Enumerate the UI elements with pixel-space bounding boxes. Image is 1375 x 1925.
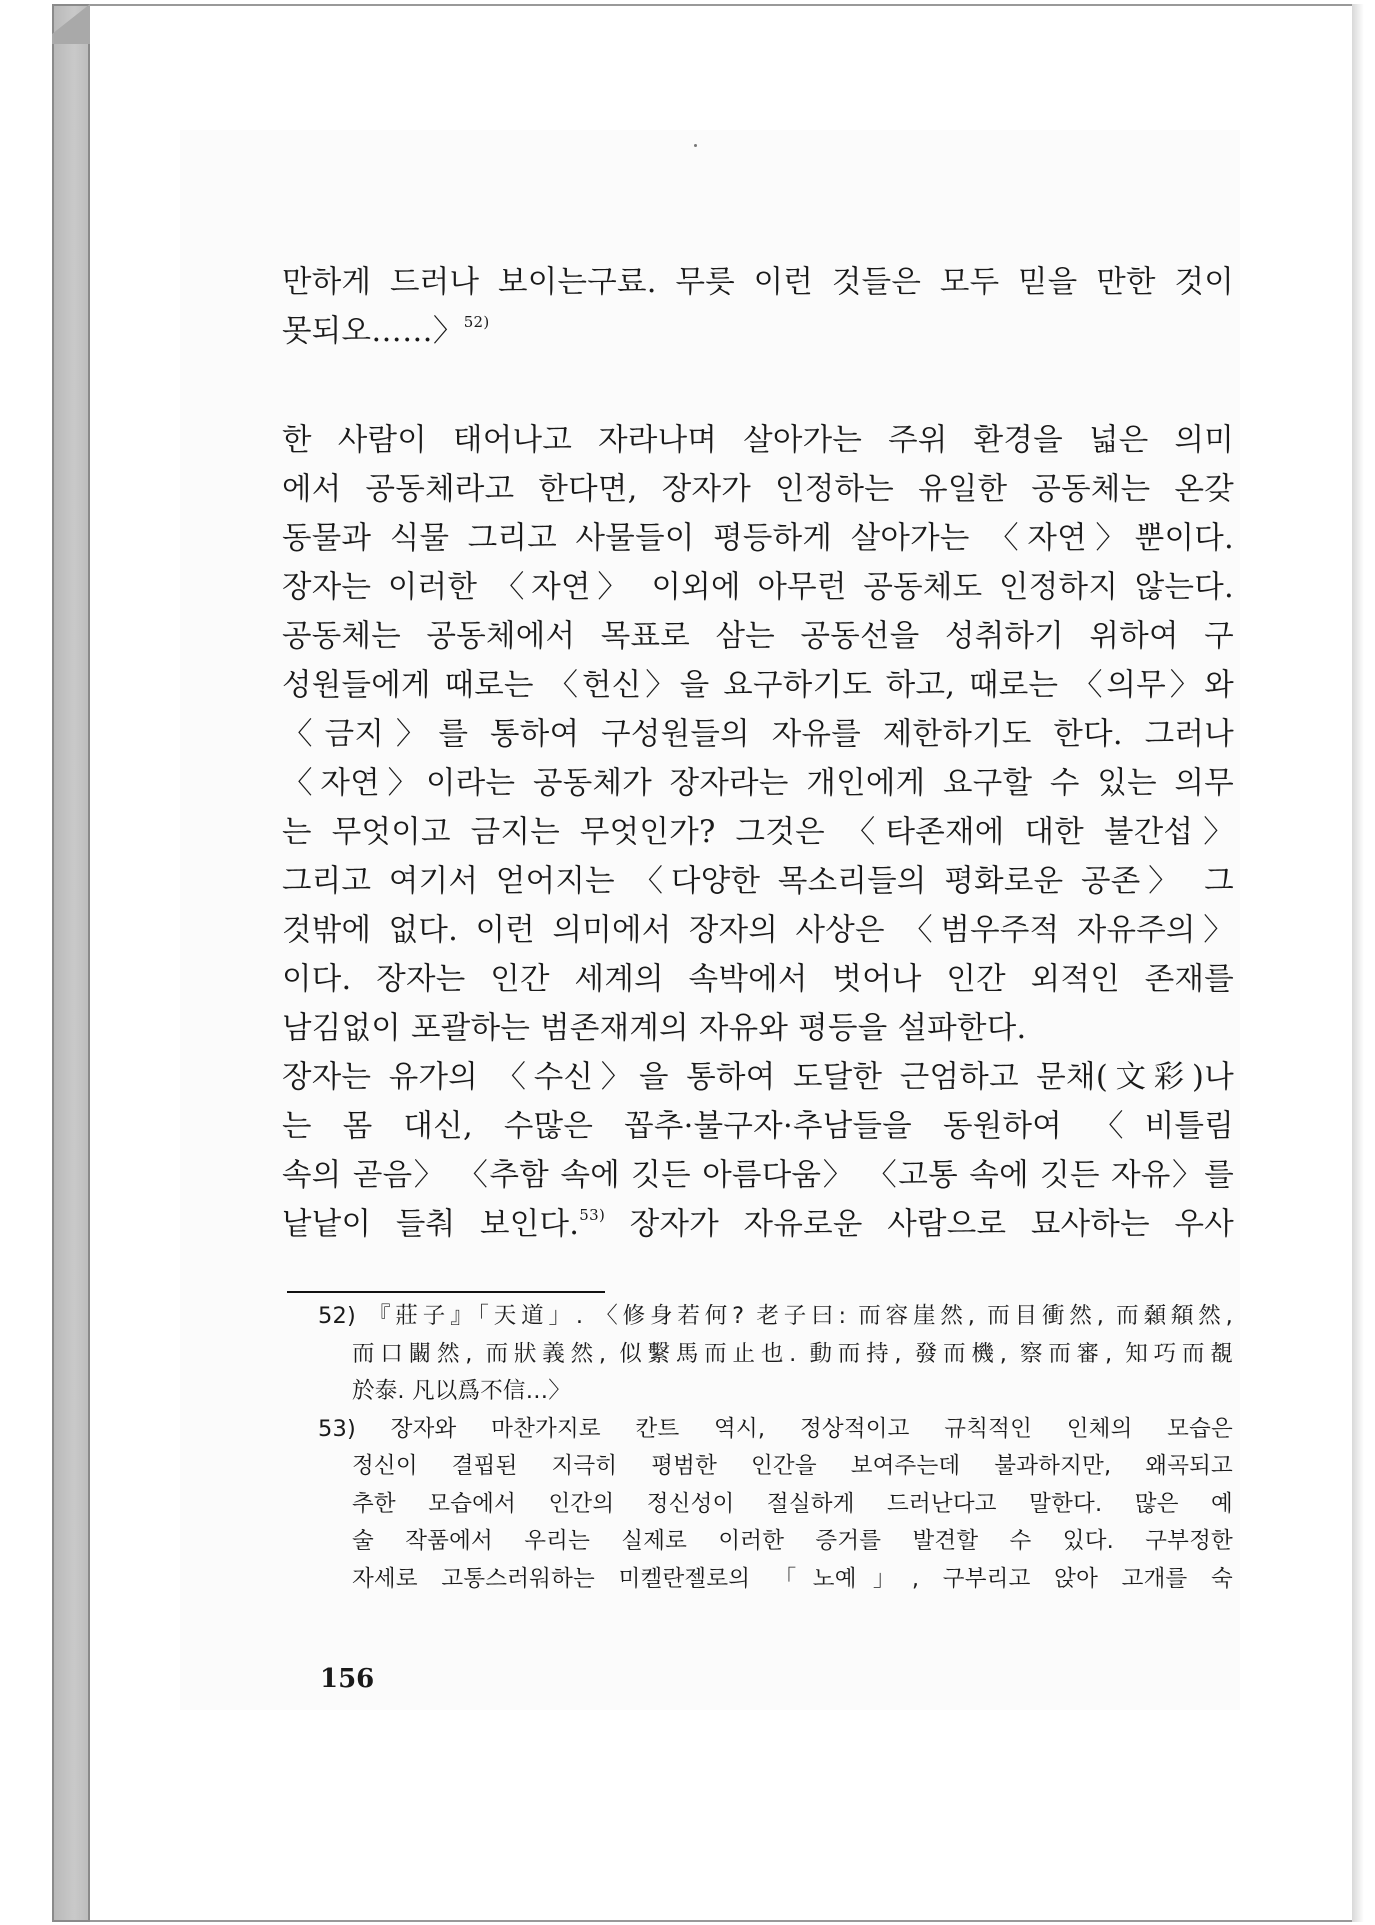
paragraph-line: 는 몸 대신, 수많은 꼽추·불구자·추남들을 동원하여 〈비틀림	[282, 1109, 1234, 1144]
paragraph-line: 낱낱이 들춰 보인다.$^{53)}$ 장자가 자유로운 사람으로 묘사하는 우사	[282, 1206, 1234, 1242]
footnote-52-line: 而口闞然, 而狀義然, 似繫馬而止也. 動而持, 發而機, 察而審, 知巧而覩	[352, 1340, 1233, 1367]
footnote-53-line: 53) 장자와 마찬가지로 칸트 역시, 정상적이고 규칙적인 인체의 모습은	[318, 1415, 1233, 1442]
footnote-53-line: 정신이 결핍된 지극히 평범한 인간을 보여주는데 불과하지만, 왜곡되고	[352, 1453, 1233, 1479]
footnote-53-line: 추한 모습에서 인간의 정신성이 절실하게 드러난다고 말한다. 많은 예	[352, 1490, 1233, 1517]
footnote-52-line: 52) 『莊子』「天道」. 〈修身若何? 老子曰: 而容崖然, 而目衝然, 而顙頯然,	[318, 1303, 1233, 1329]
paragraph-line: 동물과 식물 그리고 사물들이 평등하게 살아가는 〈자연〉뿐이다.	[282, 521, 1234, 556]
paragraph-line: 〈금지〉를 통하여 구성원들의 자유를 제한하기도 한다. 그러나	[282, 717, 1234, 752]
footnote-53-line: 술 작품에서 우리는 실제로 이러한 증거를 발견할 수 있다. 구부정한	[352, 1528, 1233, 1554]
page-edge-shadow	[1352, 4, 1364, 1922]
footnote-separator	[287, 1291, 605, 1293]
footnotes	[318, 1298, 1233, 1598]
quote-block	[282, 258, 1234, 356]
scan-speck	[694, 144, 697, 147]
paragraph-line: 장자는 유가의 〈수신〉을 통하여 도달한 근엄하고 문채(文彩)나	[282, 1060, 1234, 1095]
book-spine	[52, 4, 90, 1922]
paragraph-line: 속의 곧음〉 〈추함 속에 깃든 아름다움〉 〈고통 속에 깃든 자유〉를	[282, 1158, 1234, 1193]
paragraph-line: 그리고 여기서 얻어지는 〈다양한 목소리들의 평화로운 공존〉 그	[282, 864, 1234, 899]
quote-line: 만하게 드러나 보이는구료. 무릇 이런 것들은 모두 믿을 만한 것이	[282, 265, 1234, 300]
page-number: 156	[320, 1664, 375, 1694]
footnote-ref-52: 52)	[463, 313, 490, 331]
paragraph-line: 한 사람이 태어나고 자라나며 살아가는 주위 환경을 넓은 의미	[282, 423, 1234, 458]
paragraph-line: 는 무엇이고 금지는 무엇인가? 그것은 〈타존재에 대한 불간섭〉	[282, 815, 1234, 850]
paragraph-line: 성원들에게 때로는 〈헌신〉을 요구하기도 하고, 때로는 〈의무〉와	[282, 668, 1234, 703]
paragraph-line: 에서 공동체라고 한다면, 장자가 인정하는 유일한 공동체는 온갖	[282, 472, 1234, 507]
footnote-52-line: 於泰. 凡以爲不信…〉	[352, 1378, 572, 1404]
paragraph-line: 이다. 장자는 인간 세계의 속박에서 벗어나 인간 외적인 존재를	[282, 962, 1234, 997]
paragraph-2	[282, 1053, 1234, 1249]
quote-line: 못되오……〉$^{52)}$	[282, 313, 490, 349]
paragraph-line: 공동체는 공동체에서 목표로 삼는 공동선을 성취하기 위하여 구	[282, 619, 1234, 654]
paragraph-1	[282, 416, 1234, 1053]
paragraph-line: 장자는 이러한 〈자연〉 이외에 아무런 공동체도 인정하지 않는다.	[282, 570, 1234, 605]
paragraph-line: 것밖에 없다. 이런 의미에서 장자의 사상은 〈범우주적 자유주의〉	[282, 913, 1234, 948]
footnote-53-line: 자세로 고통스러워하는 미켈란젤로의 「노예」, 구부리고 앉아 고개를 숙	[352, 1565, 1233, 1592]
footnote-ref-53: 53)	[579, 1206, 606, 1224]
paragraph-line: 남김없이 포괄하는 범존재계의 자유와 평등을 설파한다.	[282, 1011, 1027, 1046]
paragraph-line: 〈자연〉이라는 공동체가 장자라는 개인에게 요구할 수 있는 의무	[282, 766, 1234, 801]
